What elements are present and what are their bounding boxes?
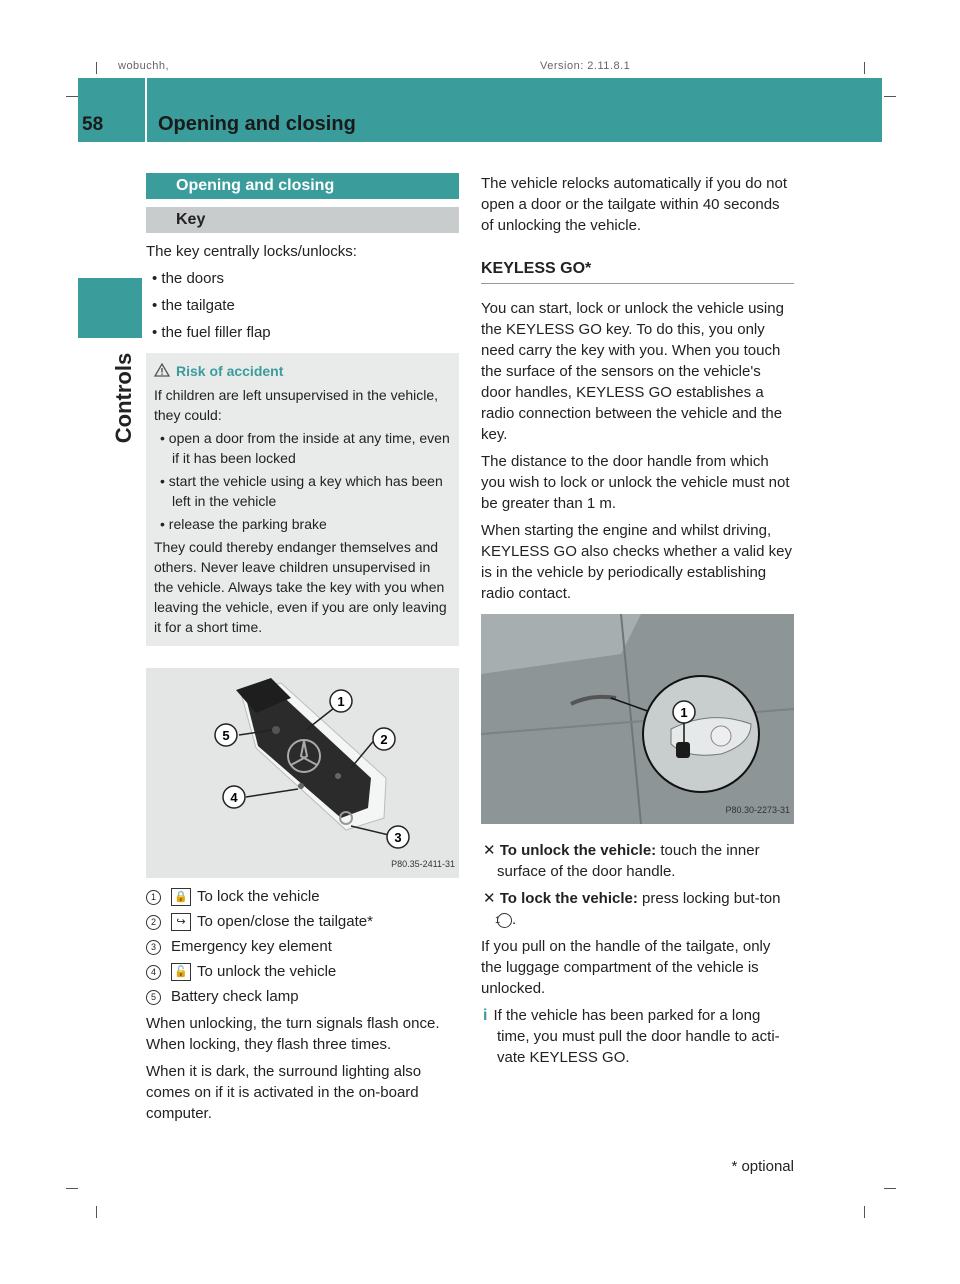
svg-text:4: 4 (230, 790, 238, 805)
legend-row: 5 Battery check lamp (146, 986, 459, 1007)
list-item: • the tailgate (152, 297, 235, 314)
crop-mark (864, 1206, 865, 1218)
door-handle-illustration (481, 614, 794, 824)
paragraph: When starting the engine and whilst driving, KEYLESS GO also checks whether a valid key is in the vehicle by periodically establishing radio contact. (481, 522, 792, 602)
image-code: P80.30-2273-31 (725, 805, 790, 815)
info-note: i If the vehicle has been parked for a long time, you must pull the door handle to acti-vate KEYLESS GO. (483, 1007, 780, 1066)
page-title: Opening and closing (158, 113, 356, 135)
key-legend (146, 886, 459, 1007)
crop-mark (96, 1206, 97, 1218)
unlock-icon: 🔓 (171, 963, 191, 981)
page-number: 58 (82, 114, 104, 135)
legend-row: 3 Emergency key element (146, 936, 459, 957)
legend-row: 1 🔒 To lock the vehicle (146, 886, 459, 907)
paragraph: You can start, lock or unlock the vehicle using the KEYLESS GO key. To do this, you only need carry the key with you. When you touch the surface of the sensors on the vehicle's door handles, KEYLESS GO establishes a radio connection between the vehicle and the key. (481, 300, 784, 443)
paragraph: If you pull on the handle of the tailgate, only the luggage compartment of the vehicle is unlocked. (481, 938, 771, 997)
paragraph: The distance to the door handle from which you wish to lock or unlock the vehicle must not be greater than 1 m. (481, 453, 790, 512)
crop-mark (96, 62, 97, 74)
crop-mark (66, 96, 78, 97)
warning-box (146, 353, 459, 646)
paragraph: When unlocking, the turn signals flash once. When locking, they flash three times. (146, 1015, 440, 1053)
key-image (146, 668, 459, 878)
svg-text:3: 3 (394, 830, 402, 845)
callout-5 (215, 724, 237, 746)
paragraph: When it is dark, the surround lighting also comes on if it is activated in the on-board computer. (146, 1063, 422, 1122)
warning-closing: They could thereby endanger themselves and others. Never leave children unsupervised in the vehicle. Always take the key with you when leaving the vehicle, even if you are only leaving it for a short time. (154, 539, 447, 635)
callout-1 (330, 690, 352, 712)
meta-left: wobuchh, (118, 60, 170, 72)
lock-icon: 🔒 (171, 888, 191, 906)
side-tab-label: Controls (111, 352, 136, 444)
legend-row: 4 🔓 To unlock the vehicle (146, 961, 459, 982)
door-image (481, 614, 794, 824)
intro-text: The key centrally locks/unlocks: (146, 243, 357, 260)
warning-item: • start the vehicle using a key which has been left in the vehicle (160, 473, 443, 509)
subsection-title: Key (146, 207, 459, 233)
crop-mark (884, 1188, 896, 1189)
header-separator (145, 78, 147, 142)
section-title: Opening and closing (146, 173, 459, 199)
image-code: P80.35-2411-31 (391, 859, 455, 869)
warning-lead: If children are left unsupervised in the vehicle, they could: (154, 387, 439, 423)
list-item: • the fuel filler flap (152, 324, 271, 341)
section-heading: KEYLESS GO* (481, 258, 794, 284)
legend-row: 2 ↪ To open/close the tailgate* (146, 911, 459, 932)
page-header (78, 78, 882, 142)
svg-text:5: 5 (222, 728, 230, 743)
car-key-illustration (146, 668, 459, 878)
crop-mark (66, 1188, 78, 1189)
paragraph: The vehicle relocks automatically if you do not open a door or the tailgate within 40 seconds of unlocking the vehicle. (481, 175, 787, 234)
instruction-step: ✕ To lock the vehicle: press locking but-ton 1 . (483, 890, 781, 928)
left-column (146, 173, 459, 1130)
meta-right: Version: 2.11.8.1 (540, 60, 631, 72)
warning-heading: Risk of accident (154, 361, 451, 381)
warning-item: • open a door from the inside at any time, even if it has been locked (160, 430, 450, 466)
instruction-step: ✕ To unlock the vehicle: touch the inner surface of the door handle. (483, 842, 760, 880)
svg-text:2: 2 (380, 732, 388, 747)
footer-note: * optional (731, 1158, 794, 1175)
warning-item: • release the parking brake (160, 516, 327, 532)
svg-text:1: 1 (680, 705, 688, 720)
tailgate-icon: ↪ (171, 913, 191, 931)
crop-mark (884, 96, 896, 97)
warning-triangle-icon (154, 363, 170, 377)
callout-1 (673, 701, 695, 723)
list-item: • the doors (152, 270, 224, 287)
info-icon: i (483, 1007, 488, 1024)
callout-4 (223, 786, 245, 808)
callout-2 (373, 728, 395, 750)
crop-mark (864, 62, 865, 74)
right-column (481, 173, 794, 1074)
svg-text:1: 1 (337, 694, 345, 709)
side-tab (78, 278, 142, 338)
callout-3 (387, 826, 409, 848)
